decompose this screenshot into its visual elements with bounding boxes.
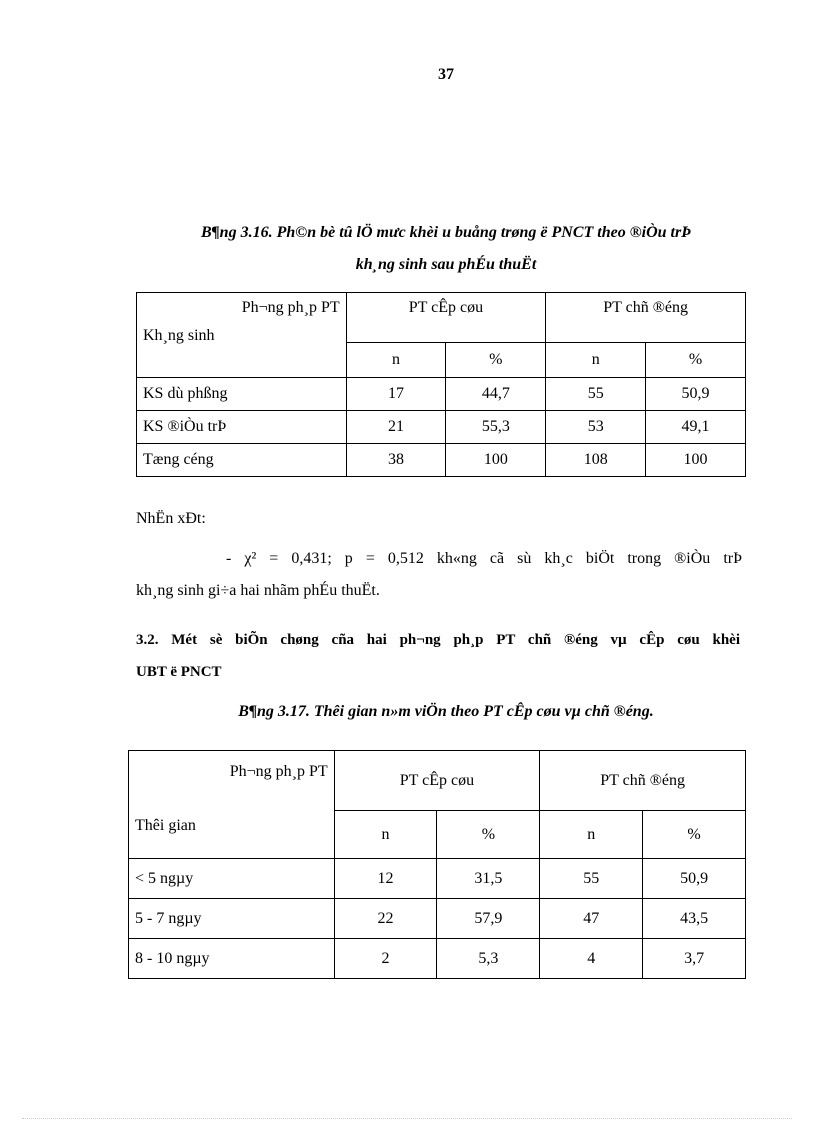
table2-sub-n: n (540, 811, 643, 859)
note-title: NhËn xÐt: (136, 510, 206, 527)
cell-value: 12 (334, 859, 437, 899)
row-label: KS ®iÒu trÞ (137, 411, 347, 444)
cell-value: 53 (546, 411, 646, 444)
page-bottom-divider (22, 1118, 792, 1119)
cell-value: 100 (646, 444, 746, 477)
cell-value: 55 (546, 378, 646, 411)
cell-value: 100 (446, 444, 546, 477)
table2-sub-pct: % (643, 811, 746, 859)
table-row (129, 899, 746, 939)
table1-group1-header: PT cÊp cøu (346, 293, 546, 343)
cell-value: 21 (346, 411, 446, 444)
table1-sub-n: n (346, 343, 446, 378)
cell-value: 57,9 (437, 899, 540, 939)
row-label: Tæng céng (137, 444, 347, 477)
section-heading-line1: 3.2. Mét sè biÕn chøng cña hai ph¬ng ph¸p PT chñ ®éng vµ cÊp cøu khèi (136, 632, 740, 648)
table2-group2-header: PT chñ ®éng (540, 751, 746, 811)
table2-corner-bottom: Thêi gian (135, 817, 196, 834)
table1-caption-line2: kh¸ng sinh sau phÉu thuËt (355, 256, 537, 273)
table-row (137, 444, 746, 477)
cell-value: 43,5 (643, 899, 746, 939)
table1 (136, 292, 746, 477)
table1-sub-pct: % (446, 343, 546, 378)
cell-value: 44,7 (446, 378, 546, 411)
cell-value: 2 (334, 939, 437, 979)
row-label: 5 - 7 ngµy (129, 899, 335, 939)
note-line2: kh¸ng sinh gi÷a hai nhãm phÉu thuËt. (136, 582, 380, 599)
table-row (137, 411, 746, 444)
table1-corner-top: Ph¬ng ph¸p PT (241, 299, 340, 316)
cell-value: 5,3 (437, 939, 540, 979)
table1-corner-cell (137, 293, 347, 378)
row-label: < 5 ngµy (129, 859, 335, 899)
cell-value: 50,9 (643, 859, 746, 899)
section-heading-line2: UBT ë PNCT (136, 664, 222, 680)
cell-value: 17 (346, 378, 446, 411)
cell-value: 49,1 (646, 411, 746, 444)
table2-group1-header: PT cÊp cøu (334, 751, 540, 811)
table2 (128, 750, 746, 979)
table2-corner-top: Ph¬ng ph¸p PT (229, 763, 328, 780)
cell-value: 55,3 (446, 411, 546, 444)
table1-corner-bottom: Kh¸ng sinh (143, 327, 215, 344)
table1-sub-n: n (546, 343, 646, 378)
cell-value: 50,9 (646, 378, 746, 411)
table-row (137, 378, 746, 411)
row-label: 8 - 10 ngµy (129, 939, 335, 979)
table2-corner-cell (129, 751, 335, 859)
cell-value: 108 (546, 444, 646, 477)
table-row (129, 859, 746, 899)
table2-caption: B¶ng 3.17. Thêi gian n»m viÖn theo PT cÊp cøu vµ chñ ®éng. (238, 703, 654, 720)
cell-value: 22 (334, 899, 437, 939)
page-number: 37 (438, 66, 454, 83)
table1-caption-line1: B¶ng 3.16. Ph©n bè tû lÖ mưc khèi u buång trøng ë PNCT theo ®iÒu trÞ (201, 224, 691, 241)
cell-value: 55 (540, 859, 643, 899)
cell-value: 47 (540, 899, 643, 939)
cell-value: 4 (540, 939, 643, 979)
row-label: KS dù phßng (137, 378, 347, 411)
table2-sub-n: n (334, 811, 437, 859)
table2-sub-pct: % (437, 811, 540, 859)
table1-sub-pct: % (646, 343, 746, 378)
cell-value: 38 (346, 444, 446, 477)
cell-value: 31,5 (437, 859, 540, 899)
note-line1: - χ² = 0,431; p = 0,512 kh«ng cã sù kh¸c biÖt trong ®iÒu trÞ (226, 550, 742, 567)
cell-value: 3,7 (643, 939, 746, 979)
table-row (129, 939, 746, 979)
table1-group2-header: PT chñ ®éng (546, 293, 746, 343)
